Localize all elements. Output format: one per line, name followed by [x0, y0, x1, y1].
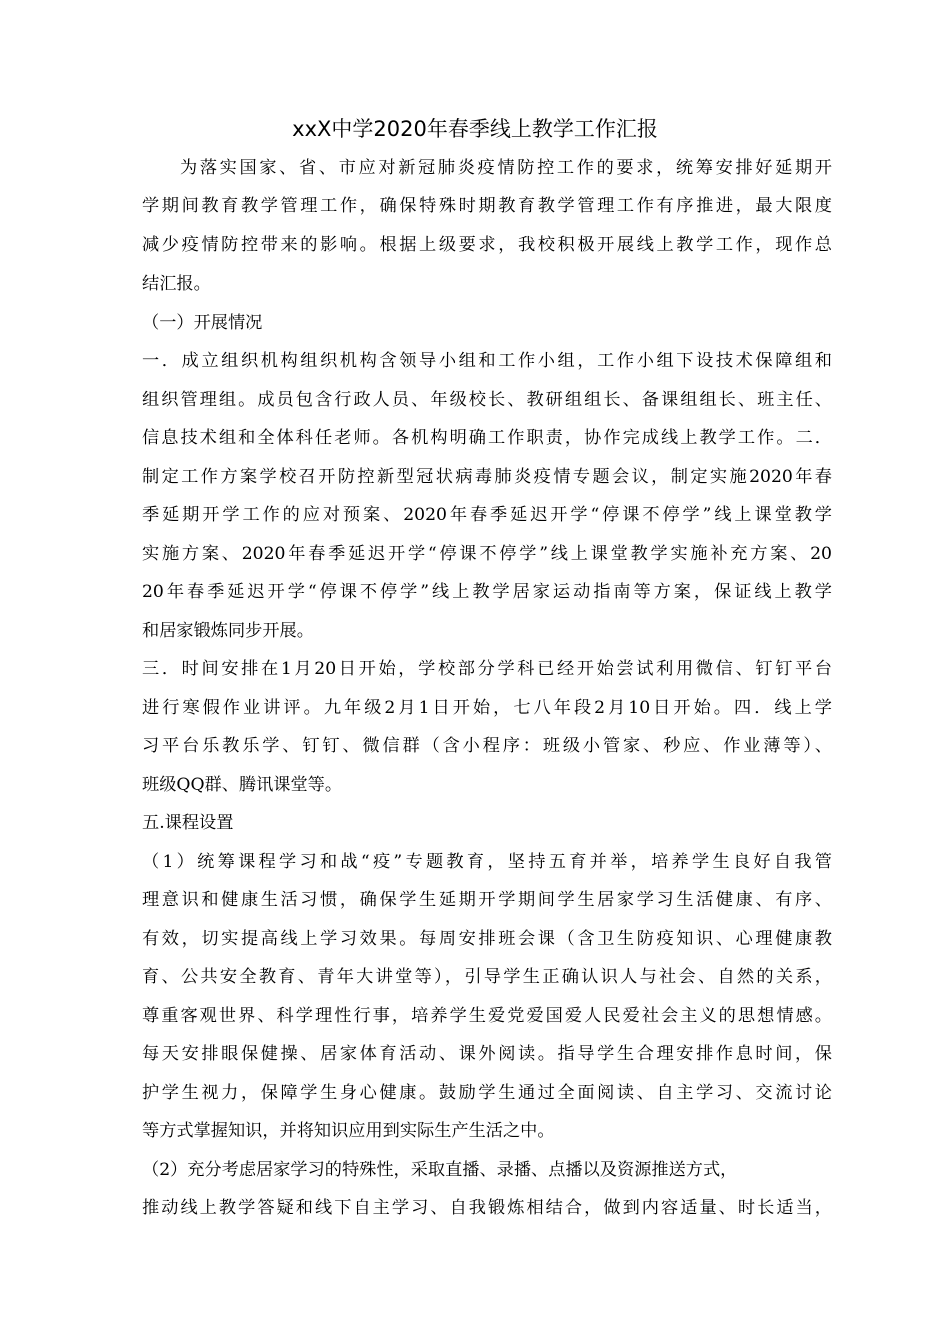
paragraph-line: 班级QQ群、腾讯课堂等。: [142, 775, 343, 795]
paragraph-line: 三．时间安排在1月20日开始，学校部分学科已经开始尝试利用微信、钉钉平台: [142, 659, 832, 679]
paragraph-line: 减少疫情防控带来的影响。根据上级要求，我校积极开展线上教学工作，现作总: [142, 235, 832, 255]
paragraph-line: 20年春季延迟开学“停课不停学”线上教学居家运动指南等方案，保证线上教学: [142, 582, 832, 602]
paragraph-line: 组织管理组。成员包含行政人员、年级校长、教研组组长、备课组组长、班主任、: [142, 390, 832, 410]
paragraph-line: （1）统筹课程学习和战“疫”专题教育，坚持五育并举，培养学生良好自我管: [142, 852, 832, 872]
paragraph-line: 制定工作方案学校召开防控新型冠状病毒肺炎疫情专题会议，制定实施2020年春: [142, 467, 832, 487]
paragraph-line: 等方式掌握知识，并将知识应用到实际生产生活之中。: [142, 1121, 555, 1141]
paragraph-line: 一．成立组织机构组织机构含领导小组和工作小组，工作小组下设技术保障组和: [142, 351, 832, 371]
paragraph-line: 为落实国家、省、市应对新冠肺炎疫情防控工作的要求，统筹安排好延期开: [180, 158, 832, 178]
paragraph-line: 习平台乐教乐学、钉钉、微信群（含小程序：班级小管家、秒应、作业薄等）、: [142, 736, 832, 756]
paragraph-line: 育、公共安全教育、青年大讲堂等），引导学生正确认识人与社会、自然的关系，: [142, 967, 832, 987]
paragraph-line: 理意识和健康生活习惯，确保学生延期开学期间学生居家学习生活健康、有序、: [142, 890, 832, 910]
document-title: xxX中学2020年春季线上教学工作汇报: [292, 117, 658, 141]
section-heading: （一）开展情况: [142, 313, 263, 333]
paragraph-line: 实施方案、2020年春季延迟开学“停课不停学”线上课堂教学实施补充方案、20: [142, 544, 832, 564]
paragraph-line: 有效，切实提高线上学习效果。每周安排班会课（含卫生防疫知识、心理健康教: [142, 929, 832, 949]
paragraph-line: 推动线上教学答疑和线下自主学习、自我锻炼相结合，做到内容适量、时长适当，: [142, 1198, 832, 1218]
paragraph-line: 学期间教育教学管理工作，确保特殊时期教育教学管理工作有序推进，最大限度: [142, 196, 832, 216]
paragraph-line: 每天安排眼保健操、居家体育活动、课外阅读。指导学生合理安排作息时间，保: [142, 1044, 832, 1064]
paragraph-line: 和居家锻炼同步开展。: [142, 621, 314, 641]
paragraph-line: 信息技术组和全体科任老师。各机构明确工作职责，协作完成线上教学工作。二．: [142, 428, 832, 448]
paragraph-line: （2）充分考虑居家学习的特殊性，采取直播、录播、点播以及资源推送方式，: [142, 1160, 738, 1180]
paragraph-line: 护学生视力，保障学生身心健康。鼓励学生通过全面阅读、自主学习、交流讨论: [142, 1083, 832, 1103]
paragraph-line: 尊重客观世界、科学理性行事，培养学生爱党爱国爱人民爱社会主义的思想情感。: [142, 1006, 832, 1026]
paragraph-line: 季延期开学工作的应对预案、2020年春季延迟开学“停课不停学”线上课堂教学: [142, 505, 832, 525]
section-heading: 五.课程设置: [142, 813, 234, 833]
paragraph-line: 进行寒假作业讲评。九年级2月1日开始，七八年段2月10日开始。四．线上学: [142, 698, 832, 718]
paragraph-line: 结汇报。: [142, 274, 211, 294]
